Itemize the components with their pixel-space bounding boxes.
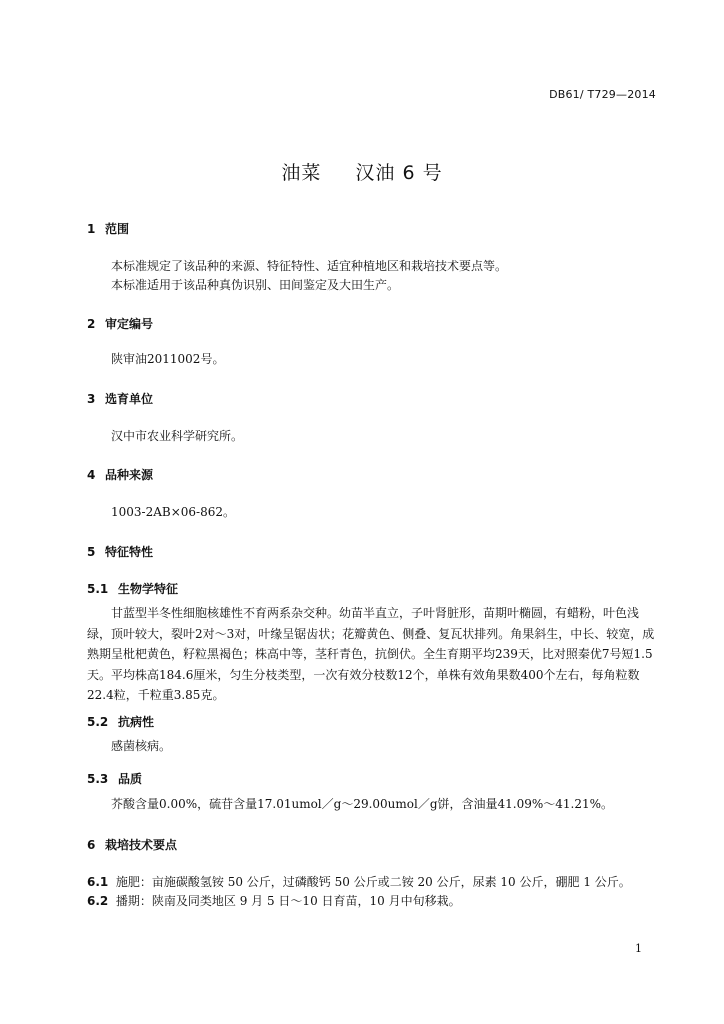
section-6-1-text: 施肥：亩施碳酸氢铵 50 公斤，过磷酸钙 50 公斤或二铵 20 公斤，尿素 10 公斤，硼肥 1 公斤。 (115, 875, 631, 889)
section-6-1-item (87, 872, 655, 893)
section-3-paragraph: 汉中市农业科学研究所。 (111, 429, 244, 443)
section-5-3-heading: 5.3 品质 (87, 772, 143, 786)
section-5-heading: 5 特征特性 (87, 545, 154, 559)
section-5-1-heading: 5.1 生物学特征 (87, 582, 179, 596)
page-number: 1 (635, 942, 642, 955)
section-1-paragraph-2: 本标准适用于该品种真伪识别、田间鉴定及大田生产。 (111, 278, 400, 292)
section-6-2-number: 6.2 (87, 894, 109, 908)
section-5-2-heading: 5.2 抗病性 (87, 715, 155, 729)
section-5-1-paragraph: 甘蓝型半冬性细胞核雄性不育两系杂交种。幼苗半直立，子叶肾脏形，苗期叶椭圆，有蜡粉，叶色浅绿，顶叶较大，裂叶2对～3对，叶缘呈锯齿状；花瓣黄色、侧叠、复瓦状排列。角果斜生，中长、较宽，成熟期呈枇杷黄色，籽粒黑褐色；株高中等，茎秆青色，抗倒伏。全生育期平均239天，比对照秦优7号短1.5天。平均株高184.6厘米，匀生分枝类型，一次有效分枝数12个，单株有效角果数400个左右，每角粒数22.4粒，千粒重3.85克。 (87, 606, 655, 702)
section-1-paragraph-1: 本标准规定了该品种的来源、特征特性、适宜种植地区和栽培技术要点等。 (111, 259, 508, 273)
section-6-1-number: 6.1 (87, 875, 109, 889)
section-5-2-paragraph: 感菌核病。 (111, 739, 172, 753)
section-3-heading: 3 选育单位 (87, 392, 154, 406)
section-4-heading: 4 品种来源 (87, 468, 154, 482)
document-title (0, 158, 724, 185)
section-1-heading: 1 范围 (87, 222, 130, 236)
title-variety: 汉油 6 号 (355, 162, 443, 184)
section-6-2-text: 播期：陕南及同类地区 9 月 5 日～10 日育苗，10 月中旬移栽。 (115, 894, 461, 908)
title-crop: 油菜 (281, 162, 322, 184)
section-5-3-paragraph: 芥酸含量0.00%，硫苷含量17.01umol／g～29.00umol／g饼，含油量41.09%～41.21%。 (111, 797, 614, 811)
section-2-paragraph: 陕审油2011002号。 (111, 352, 225, 366)
section-2-heading: 2 审定编号 (87, 317, 154, 331)
standard-code: DB61/ T729—2014 (549, 88, 656, 101)
section-4-paragraph: 1003-2AB×06-862。 (111, 505, 235, 519)
section-6-2-item (87, 891, 655, 912)
section-6-heading: 6 栽培技术要点 (87, 838, 178, 852)
